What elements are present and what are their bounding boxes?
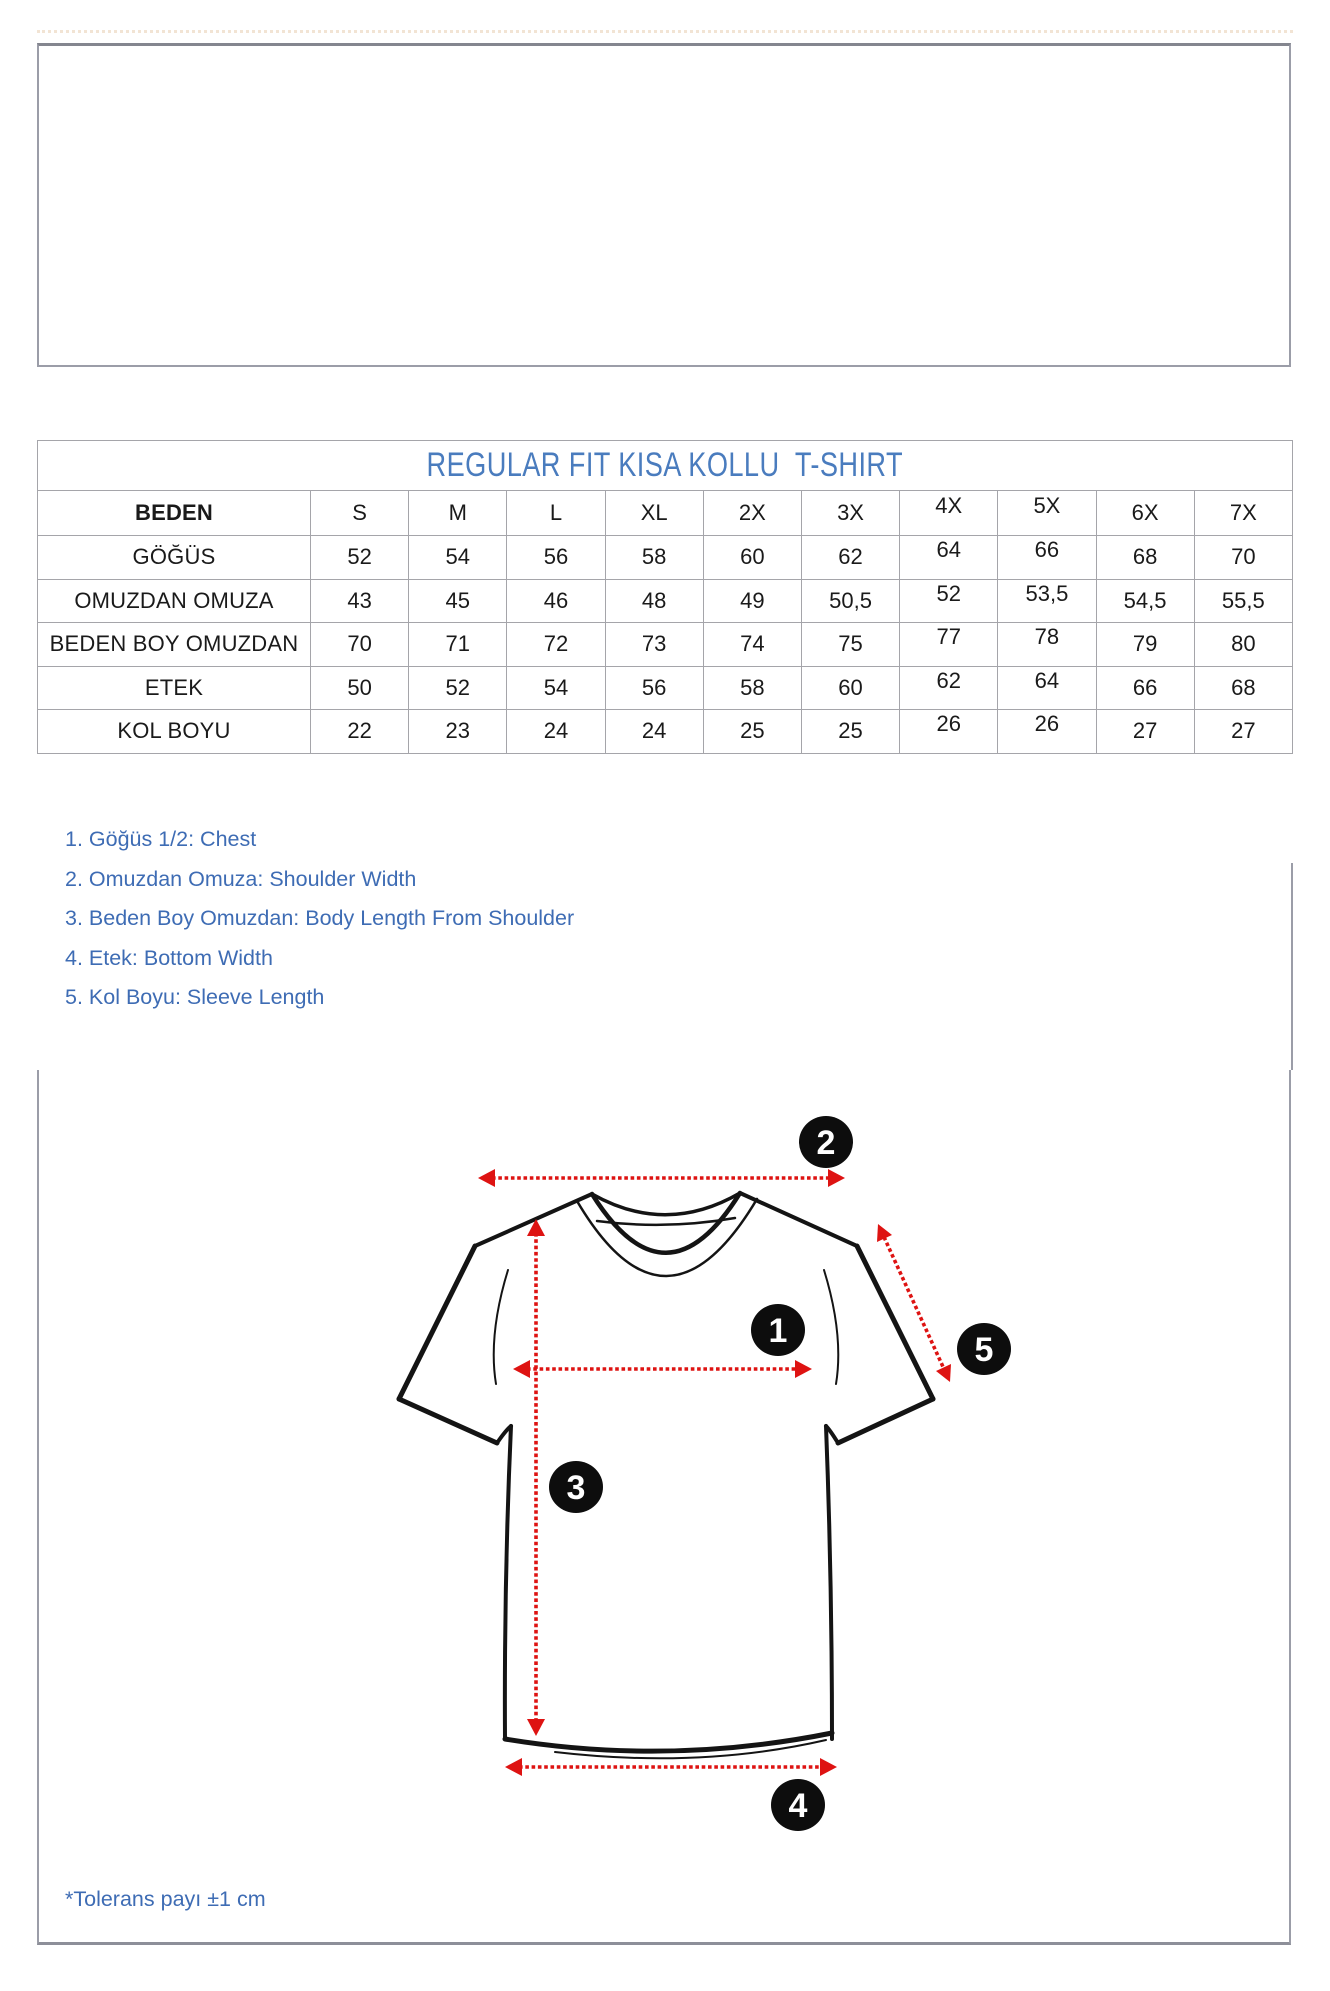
measurement-value-cell: 24 xyxy=(507,710,605,754)
table-title: REGULAR FIT KISA KOLLU T-SHIRT xyxy=(426,446,904,484)
measurement-value-cell: 45 xyxy=(409,579,507,623)
measurement-value-cell: 77 xyxy=(900,623,998,667)
arrowhead-icon xyxy=(820,1758,837,1776)
measurement-row-label: ETEK xyxy=(38,666,311,710)
legend-item: 3. Beden Boy Omuzdan: Body Length From Shoulder xyxy=(65,906,575,930)
beden-column-header: BEDEN xyxy=(38,491,311,536)
measurement-value-cell: 25 xyxy=(801,710,899,754)
marker-2-label: 2 xyxy=(816,1124,836,1162)
measurement-value-cell: 74 xyxy=(703,623,801,667)
arrowhead-icon xyxy=(513,1360,530,1378)
measurement-value-cell: 60 xyxy=(703,536,801,580)
measurement-value-cell: 66 xyxy=(1096,666,1194,710)
measurement-value-cell: 70 xyxy=(1194,536,1292,580)
measurement-row-label: KOL BOYU xyxy=(38,710,311,754)
size-column-header: L xyxy=(507,491,605,536)
marker-1-label: 1 xyxy=(768,1312,788,1350)
tshirt-outline-icon xyxy=(399,1193,933,1758)
marker-5 xyxy=(957,1323,1011,1375)
arrowhead-icon xyxy=(505,1758,522,1776)
tolerance-note: *Tolerans payı ±1 cm xyxy=(65,1887,266,1911)
measurement-row-label: GÖĞÜS xyxy=(38,536,311,580)
size-column-header: 5X xyxy=(998,491,1096,536)
measurement-value-cell: 64 xyxy=(900,536,998,580)
measurement-value-cell: 23 xyxy=(409,710,507,754)
measurement-value-cell: 71 xyxy=(409,623,507,667)
legend-item: 2. Omuzdan Omuza: Shoulder Width xyxy=(65,866,417,891)
measurement-value-cell: 46 xyxy=(507,579,605,623)
marker-1 xyxy=(751,1304,805,1356)
measurement-value-cell: 54,5 xyxy=(1096,579,1194,623)
size-column-header: S xyxy=(311,491,409,536)
measurement-value-cell: 49 xyxy=(703,579,801,623)
size-column-header: 3X xyxy=(801,491,899,536)
measurement-value-cell: 62 xyxy=(900,666,998,710)
legend-item: 5. Kol Boyu: Sleeve Length xyxy=(65,985,325,1009)
measurement-value-cell: 22 xyxy=(311,710,409,754)
measurement-value-cell: 50 xyxy=(311,666,409,710)
measurement-value-cell: 53,5 xyxy=(998,579,1096,623)
measurement-value-cell: 56 xyxy=(605,666,703,710)
marker-4 xyxy=(771,1779,825,1831)
sleeve-length-line xyxy=(884,1237,944,1369)
legend-item: 4. Etek: Bottom Width xyxy=(65,945,273,970)
marker-3 xyxy=(549,1461,603,1513)
measurement-value-cell: 72 xyxy=(507,623,605,667)
measurement-value-cell: 24 xyxy=(605,710,703,754)
measurement-value-cell: 27 xyxy=(1096,710,1194,754)
measurement-value-cell: 58 xyxy=(605,536,703,580)
measurement-value-cell: 26 xyxy=(900,710,998,754)
measurement-row-label: OMUZDAN OMUZA xyxy=(38,579,311,623)
measurement-value-cell: 54 xyxy=(507,666,605,710)
arrowhead-icon xyxy=(527,1719,545,1736)
measurement-row-label: BEDEN BOY OMUZDAN xyxy=(38,623,311,667)
arrowheads xyxy=(478,1169,951,1776)
size-column-header: 6X xyxy=(1096,491,1194,536)
measurement-value-cell: 26 xyxy=(998,710,1096,754)
arrowhead-icon xyxy=(828,1169,845,1187)
measurement-value-cell: 68 xyxy=(1194,666,1292,710)
measurement-value-cell: 25 xyxy=(703,710,801,754)
size-column-header: M xyxy=(409,491,507,536)
measurement-value-cell: 56 xyxy=(507,536,605,580)
measurement-value-cell: 70 xyxy=(311,623,409,667)
legend-item: 1. Göğüs 1/2: Chest xyxy=(65,827,257,851)
arrowhead-icon xyxy=(936,1364,951,1382)
measurement-value-cell: 68 xyxy=(1096,536,1194,580)
arrowhead-icon xyxy=(478,1169,495,1187)
measurement-value-cell: 64 xyxy=(998,666,1096,710)
measurement-value-cell: 50,5 xyxy=(801,579,899,623)
measurement-value-cell: 54 xyxy=(409,536,507,580)
measurement-value-cell: 58 xyxy=(703,666,801,710)
measurement-value-cell: 66 xyxy=(998,536,1096,580)
measurement-value-cell: 73 xyxy=(605,623,703,667)
measurement-value-cell: 52 xyxy=(900,579,998,623)
size-column-header: 4X xyxy=(900,491,998,536)
size-column-header: 2X xyxy=(703,491,801,536)
measurement-value-cell: 79 xyxy=(1096,623,1194,667)
measurement-value-cell: 52 xyxy=(311,536,409,580)
measurement-value-cell: 78 xyxy=(998,623,1096,667)
measurement-value-cell: 75 xyxy=(801,623,899,667)
measurement-value-cell: 52 xyxy=(409,666,507,710)
measurement-value-cell: 43 xyxy=(311,579,409,623)
marker-4-label: 4 xyxy=(788,1787,808,1825)
size-column-header: XL xyxy=(605,491,703,536)
measurement-value-cell: 48 xyxy=(605,579,703,623)
measurement-value-cell: 55,5 xyxy=(1194,579,1292,623)
size-column-header: 7X xyxy=(1194,491,1292,536)
marker-3-label: 3 xyxy=(566,1469,586,1507)
marker-2 xyxy=(799,1116,853,1168)
arrowhead-icon xyxy=(795,1360,812,1378)
measurement-value-cell: 27 xyxy=(1194,710,1292,754)
measurement-value-cell: 80 xyxy=(1194,623,1292,667)
measurement-value-cell: 62 xyxy=(801,536,899,580)
marker-5-label: 5 xyxy=(974,1331,994,1369)
measurement-value-cell: 60 xyxy=(801,666,899,710)
